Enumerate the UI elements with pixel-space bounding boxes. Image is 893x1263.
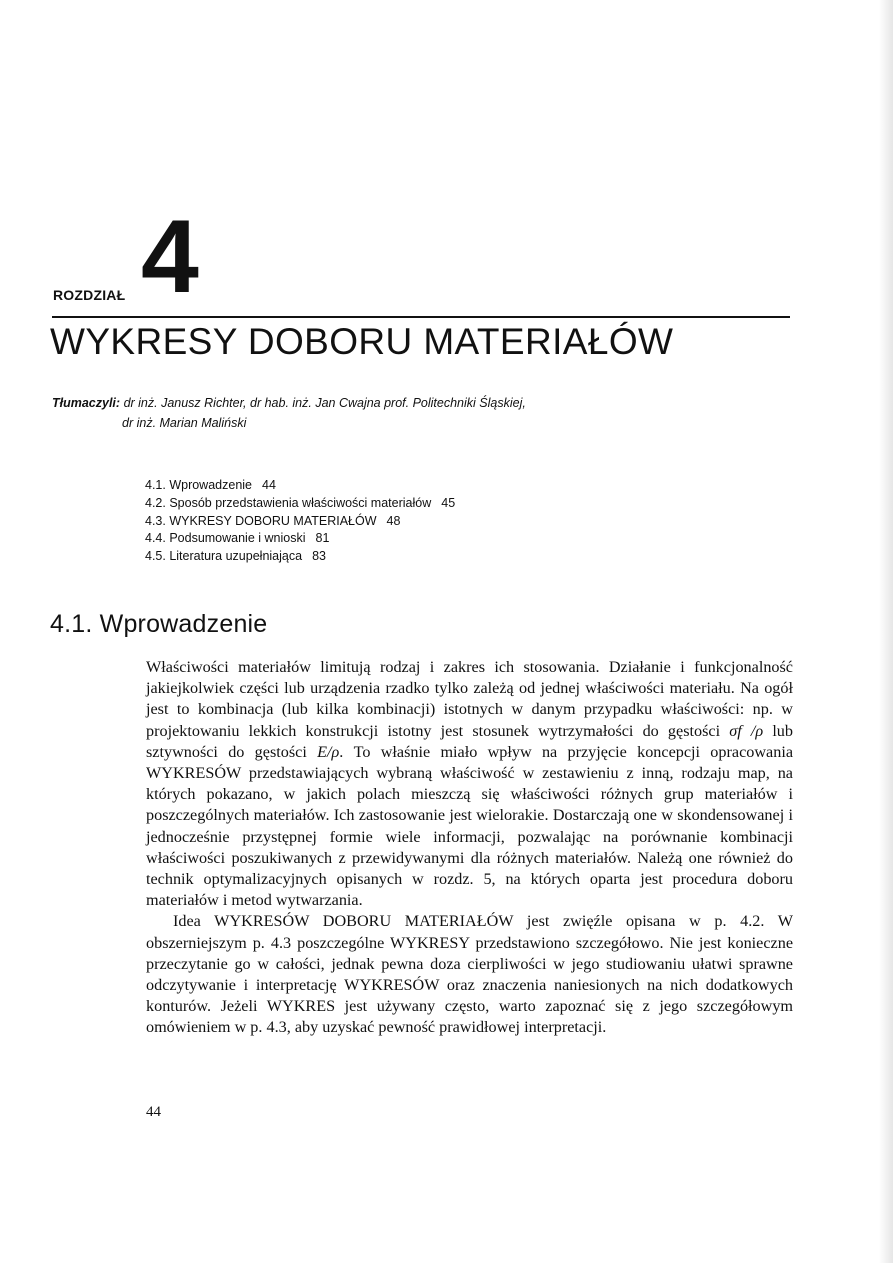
formula-strength-density: σf /ρ (729, 721, 764, 740)
toc-item-title: 4.1. Wprowadzenie (145, 478, 253, 492)
page-number: 44 (146, 1104, 161, 1120)
translators-label: Tłumaczyli: (52, 396, 121, 410)
translators-line-1: dr inż. Janusz Richter, dr hab. inż. Jan Cwajna prof. Politechniki Śląskiej, (123, 396, 526, 410)
toc-item-page: 81 (315, 531, 330, 546)
paragraph-text: Właściwości materiałów limitują rodzaj i zakres ich stosowania. Działanie i funkcjonalność jakiejkolwiek części lub urządzenia rzadko tylko zależą od jednej właściwości materiału. Na ogół jest to kombinacja (lub kilka kombinacji) istotnych w danym przypadku właściwości: np. w projektowaniu lekkich konstrukcji istotny jest stosunek wytrzymałości do gęstości (146, 658, 793, 740)
toc-item[interactable] (145, 530, 455, 548)
toc-item-title: 4.5. Literatura uzupełniająca (145, 549, 303, 564)
paragraph-text: lub sztywności do gęstości (146, 721, 793, 761)
chapter-number: 4 (141, 199, 199, 315)
toc-item-title: 4.4. Podsumowanie i wnioski (145, 531, 306, 546)
toc-item-page: 83 (312, 549, 326, 564)
toc-item-page: 45 (441, 495, 456, 510)
toc-item-page: 44 (262, 478, 276, 492)
section-body (146, 657, 793, 1039)
chapter-divider (52, 316, 790, 318)
paragraph-text: . To właśnie miało wpływ na przyjęcie koncepcji opracowania WYKRESÓW przedstawiających wybraną właściwość w zestawieniu z inną, rodzaju map, na których pokazano, w jakich polach mieszczą się właściwości różnych grup materiałów i poszczególnych materiałów. Ich zastosowanie jest wielorakie. Dostarczają one w skondensowanej i jednocześnie przystępnej formie wiele informacji, pozwalając na porównanie kombinacji właściwości poszukiwanych z przewidywanymi dla różnych materiałów. Należą one również do technik optymalizacyjnych opisanych w rozdz. 5, na których oparta jest procedura doboru materiałów i metod wytwarzania. (146, 742, 794, 910)
chapter-title: WYKRESY DOBORU MATERIAŁÓW (50, 321, 674, 362)
translators-line-2: dr inż. Marian Maliński (122, 416, 247, 430)
formula-stiffness-density: E/ρ (317, 742, 340, 761)
toc-item[interactable] (145, 495, 455, 513)
toc-item[interactable] (145, 513, 455, 531)
section-heading: 4.1. Wprowadzenie (50, 610, 268, 638)
table-of-contents (145, 477, 455, 566)
toc-item-title: 4.3. WYKRESY DOBORU MATERIAŁÓW (145, 513, 377, 528)
body-paragraph-2: Idea WYKRESÓW DOBORU MATERIAŁÓW jest zwięźle opisana w p. 4.2. W obszerniejszym p. 4.3 poszczególne WYKRESY przedstawiono szczegółowo. Nie jest konieczne przeczytanie go w całości, jednak pewna doza cierpliwości w jego studiowaniu ułatwi sprawne odczytywanie i interpretację WYKRESÓW oraz znaczenia naniesionych na nich dodatkowych konturów. Jeżeli WYKRES jest używany często, warto zapoznać się z jego szczegółowym omówieniem w p. 4.3, aby uzyskać pewność prawidłowej interpretacji. (146, 912, 793, 1037)
translators-credit (52, 393, 526, 433)
toc-item-page: 48 (386, 513, 401, 528)
toc-item-title: 4.2. Sposób przedstawienia właściwości materiałów (145, 495, 432, 510)
chapter-label: ROZDZIAŁ (53, 287, 126, 303)
toc-item[interactable] (145, 477, 455, 495)
body-paragraph-1 (146, 657, 793, 911)
toc-item[interactable] (145, 548, 455, 566)
